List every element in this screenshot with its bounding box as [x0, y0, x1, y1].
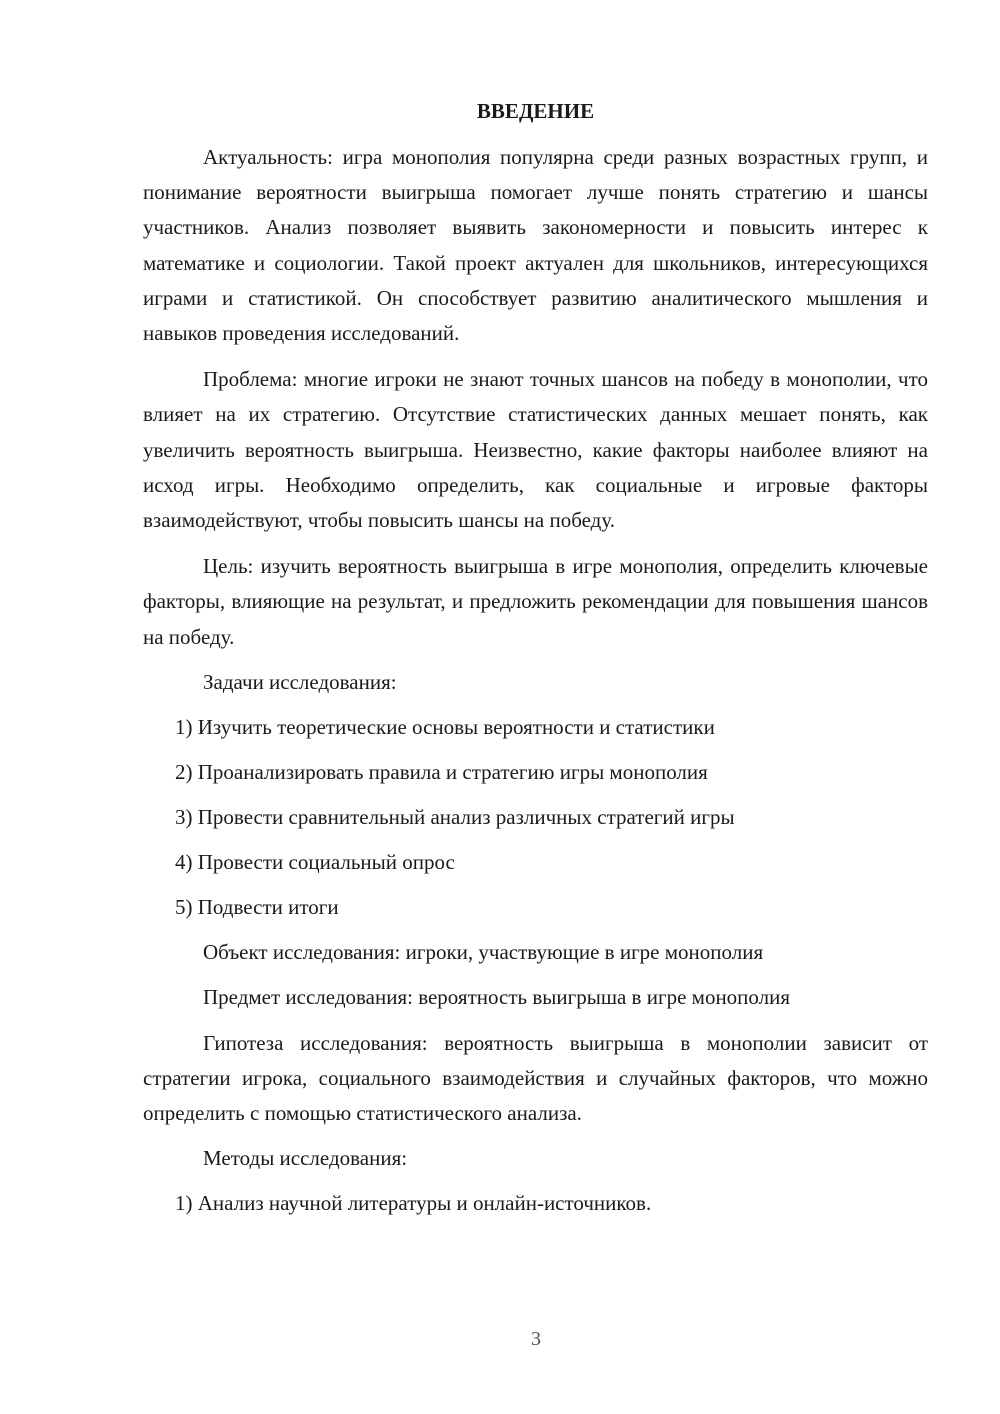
- hypothesis-paragraph: Гипотеза исследования: вероятность выигрыша в монополии зависит от стратегии игрока, социального взаимодействия и случайных факторов, что можно определить с помощью статистического анализа.: [143, 1030, 928, 1126]
- section-title: ВВЕДЕНИЕ: [476, 99, 595, 123]
- tasks-heading: Задачи исследования:: [203, 669, 397, 694]
- relevance-paragraph: Актуальность: игра монополия популярна среди разных возрастных групп, и понимание вероятности выигрыша помогает лучше понять стратегию и шансы участников. Анализ позволяет выявить закономерности и повысить интерес к математике и социологии. Такой проект актуален для школьников, интересующихся играми и статистикой. Он способствует развитию аналитического мышления и навыков проведения исследований.: [143, 145, 928, 346]
- page-content: [143, 94, 928, 1221]
- research-object: Объект исследования: игроки, участвующие в игре монополия: [203, 939, 764, 964]
- task-item-1: 1) Изучить теоретические основы вероятности и статистики: [175, 714, 715, 739]
- methods-heading: Методы исследования:: [203, 1146, 408, 1171]
- page-number: 3: [531, 1328, 541, 1350]
- problem-paragraph: Проблема: многие игроки не знают точных шансов на победу в монополии, что влияет на их стратегию. Отсутствие статистических данных мешает понять, как увеличить вероятность выигрыша. Неизвестно, какие факторы наиболее влияют на исход игры. Необходимо определить, как социальные и игровые факторы взаимодействуют, чтобы повысить шансы на победу.: [143, 367, 928, 533]
- task-item-4: 4) Провести социальный опрос: [175, 849, 455, 874]
- research-subject: Предмет исследования: вероятность выигрыша в игре монополия: [203, 984, 791, 1009]
- task-item-3: 3) Провести сравнительный анализ различных стратегий игры: [175, 804, 735, 829]
- task-item-5: 5) Подвести итоги: [175, 894, 339, 919]
- goal-paragraph: Цель: изучить вероятность выигрыша в игре монополия, определить ключевые факторы, влияющие на результат, и предложить рекомендации для повышения шансов на победу.: [143, 554, 928, 649]
- method-item-1: 1) Анализ научной литературы и онлайн-источников.: [175, 1191, 652, 1216]
- task-item-2: 2) Проанализировать правила и стратегию игры монополия: [175, 759, 708, 784]
